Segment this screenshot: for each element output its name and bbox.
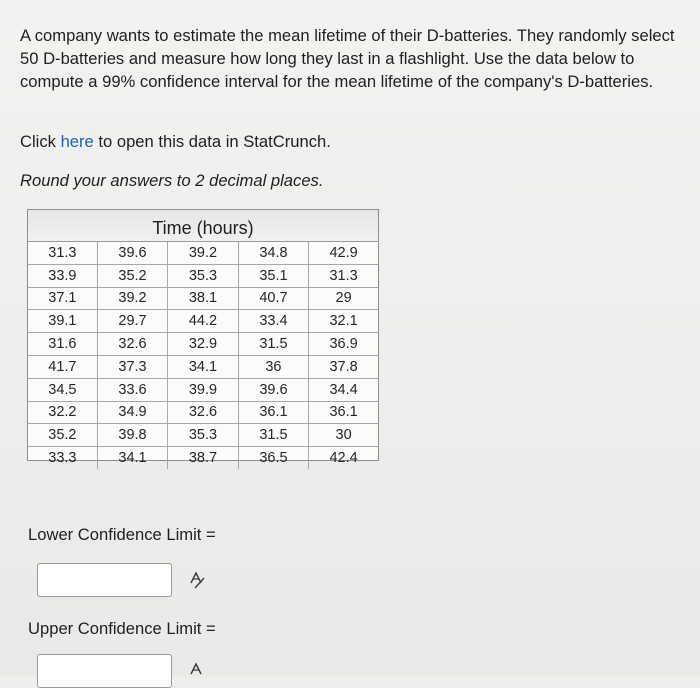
- table-cell: 31.3: [309, 264, 378, 287]
- table-cell: 32.9: [168, 333, 238, 356]
- table-cell: 32.1: [309, 310, 378, 333]
- table-cell: 39.6: [97, 242, 167, 264]
- format-check-icon[interactable]: [188, 571, 206, 591]
- table-cell: 35.2: [28, 424, 97, 447]
- table-cell: 38.1: [168, 287, 238, 310]
- table-row: [28, 310, 378, 333]
- table-cell: 34.1: [97, 447, 167, 469]
- table-cell: 40.7: [238, 287, 308, 310]
- table-cell: 35.3: [168, 264, 238, 287]
- table-cell: 41.7: [28, 355, 97, 378]
- table-cell: 32.6: [168, 401, 238, 424]
- table-cell: 33.3: [28, 447, 97, 469]
- table-cell: 34.8: [238, 242, 308, 264]
- format-check-icon[interactable]: [188, 662, 206, 682]
- data-table: [27, 209, 379, 467]
- table-cell: 35.3: [168, 424, 238, 447]
- table-cell: 35.2: [97, 264, 167, 287]
- table-cell: 44.2: [168, 310, 238, 333]
- upper-limit-label: Upper Confidence Limit =: [28, 619, 216, 638]
- table-cell: 42.4: [309, 447, 378, 469]
- table-cell: 34.1: [168, 355, 238, 378]
- statcrunch-link[interactable]: here: [60, 132, 94, 151]
- table-cell: 33.9: [28, 264, 97, 287]
- table-row: [28, 333, 378, 356]
- table-cell: 31.5: [238, 424, 308, 447]
- table-row: [28, 447, 378, 469]
- table-row: [28, 242, 378, 264]
- click-prefix: Click: [20, 132, 61, 151]
- table-cell: 36.1: [238, 401, 308, 424]
- data-grid: [28, 242, 378, 469]
- table-cell: 36: [238, 355, 308, 378]
- click-suffix: to open this data in StatCrunch.: [93, 132, 331, 151]
- table-cell: 31.6: [28, 333, 97, 356]
- table-cell: 39.9: [168, 378, 238, 401]
- table-cell: 38.7: [168, 447, 238, 469]
- table-cell: 42.9: [309, 242, 378, 264]
- table-cell: 39.8: [97, 424, 167, 447]
- table-cell: 35.1: [238, 264, 308, 287]
- table-row: [28, 424, 378, 447]
- table-row: [28, 401, 378, 424]
- table-cell: 29.7: [97, 310, 167, 333]
- table-title: Time (hours): [28, 210, 378, 242]
- table-row: [28, 264, 378, 287]
- table-cell: 36.1: [309, 401, 378, 424]
- table-row: [28, 287, 378, 310]
- lower-limit-label: Lower Confidence Limit =: [28, 525, 216, 544]
- table-cell: 37.3: [97, 355, 167, 378]
- table-cell: 32.6: [97, 333, 167, 356]
- table-row: [28, 378, 378, 401]
- statcrunch-instruction: [20, 132, 331, 152]
- table-cell: 34.9: [97, 401, 167, 424]
- upper-limit-input[interactable]: [37, 654, 172, 688]
- table-cell: 39.6: [238, 378, 308, 401]
- table-cell: 34.4: [309, 378, 378, 401]
- table-cell: 33.6: [97, 378, 167, 401]
- lower-limit-input[interactable]: [37, 563, 172, 597]
- table-cell: 39.2: [97, 287, 167, 310]
- table-cell: 36.9: [309, 333, 378, 356]
- table-cell: 30: [309, 424, 378, 447]
- table-cell: 33.4: [238, 310, 308, 333]
- question-text: A company wants to estimate the mean lifetime of their D-batteries. They randomly select 50 D-batteries and measure how long they last in a flashlight. Use the data below to compute a 99% confidence interval for the mean lifetime of the company's D-batteries.: [20, 26, 675, 91]
- rounding-note: Round your answers to 2 decimal places.: [20, 171, 324, 190]
- table-cell: 29: [309, 287, 378, 310]
- table-cell: 37.8: [309, 355, 378, 378]
- table-cell: 37.1: [28, 287, 97, 310]
- table-cell: 32.2: [28, 401, 97, 424]
- table-cell: 39.1: [28, 310, 97, 333]
- table-cell: 31.5: [238, 333, 308, 356]
- table-row: [28, 355, 378, 378]
- table-cell: 36.5: [238, 447, 308, 469]
- table-cell: 34.5: [28, 378, 97, 401]
- table-cell: 31.3: [28, 242, 97, 264]
- table-cell: 39.2: [168, 242, 238, 264]
